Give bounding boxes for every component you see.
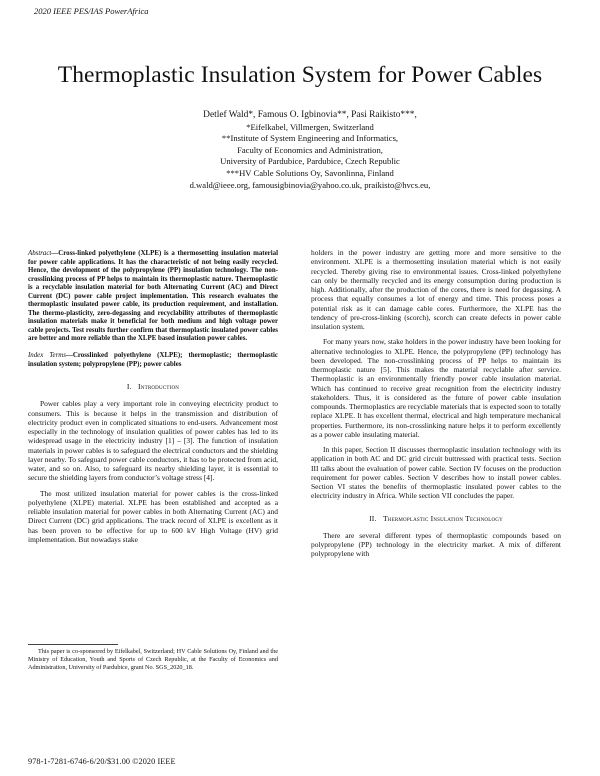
footnote-divider — [28, 644, 118, 645]
section-heading-thermoplastic — [311, 514, 561, 523]
conference-header: 2020 IEEE PES/IAS PowerAfrica — [34, 6, 149, 16]
author-names: Detlef Wald*, Famous O. Igbinovia**, Pasi Raikisto***, — [203, 110, 417, 120]
section2-paragraph-1: There are several different types of thermoplastic compounds based on polypropylene (PP) technology in the electricity market. A mix of different polypropylene with — [311, 530, 561, 559]
intro-paragraph-3: For many years now, stake holders in the power industry have been looking for alternative technologies to XLPE. Hence, the polypropylene (PP) technology has been developed. The non-crosslinking process of PP helps to maintain its thermoplastic nature [5]. This makes the material recyclable after service. Thermoplastic is an environmentally friendly power cable insulation material. Which has continued to receive great recognition from the electricity industry stakeholders. Thus, it is considered as the future of power cable insulation compounds. Thermoplastics are recyclable materials that is expected soon to totally replace XLPE. It has excellent thermal, electrical and high temperature mechanical properties. Furthermore, its non-crosslinking nature helps it to perform excellently as a power cable insulating material. — [311, 337, 561, 439]
affiliation-1: *Eifelkabel, Villmergen, Switzerland — [246, 121, 374, 132]
author-emails: d.wald@ieee.org, famousigbinovia@yahoo.co.uk, praikisto@hvcs.eu, — [189, 179, 431, 190]
index-terms — [28, 352, 278, 369]
section-title: Thermoplastic Insulation Technology — [382, 513, 503, 523]
abstract-lead: Abstract — [28, 250, 52, 257]
left-column — [28, 250, 278, 550]
affiliation-3: ***HV Cable Solutions Oy, Savonlinna, Finland — [226, 167, 394, 178]
footnote — [28, 648, 278, 672]
affiliation-2-university: University of Pardubice, Pardubice, Czech Republic — [220, 156, 400, 167]
author-block — [100, 110, 520, 191]
section-title: Introduction — [138, 382, 180, 392]
intro-paragraph-1: Power cables play a very important role in conveying electricity product to consumers. This is because it helps in the transmission and distribution of electricity product even in complicated situations to end-users. Advancement most especially in the technology of insulation qualities of power cables has led to its widespread usage in the electricity industry [1] – [3]. The function of insulation materials in power cables is to safeguard the electrical conductors and the shielding layer nearby. To safeguard power cable conductors, it has to be protected from acid, water, and so on. Also, to safeguard its nearby shielding layer, it is essential to secure the shielding layers from conductor’s voltage stress [4]. — [28, 399, 278, 483]
affiliation-2-institute: **Institute of System Engineering and Informatics, — [221, 133, 399, 144]
index-terms-lead: Index Terms — [28, 352, 66, 360]
section-number: I. — [126, 382, 132, 392]
abstract-text: —Cross-linked polyethylene (XLPE) is a thermosetting insulation material for power cable applications. It has the characteristic of not being easily recycled. Hence, the development of the polypropylene (PP) insulation technology. The non-crosslinking process of PP helps to maintain its thermoplastic nature. Thermoplastic is a recyclable insulation material for both Alternating Current (AC) and Direct Current (DC) power cable project implementation. This research evaluates the thermoplastic insulated power cable, its production requirement, and installation. The thermo-plasticity, zero-degassing and recyclability attributes of thermoplastic insulation materials make it beneficial for both medium and high voltage power cable projects. Test results further confirm that thermoplastic insulated power cables are better and more reliable than the XLPE based insulation power cables. — [28, 250, 278, 343]
abstract — [28, 250, 278, 344]
right-column — [311, 248, 561, 565]
footnote-text: This paper is co-sponsored by Eifelkabel, Switzerland; HV Cable Solutions Oy, Finland and the Ministry of Education, Youth and Sports of Czech Republic, at the Faculty of Economics and Administration, University of Pardubice, grant No. SGS_2020_18. — [28, 648, 278, 672]
intro-paragraph-2-cont: holders in the power industry are getting more and more sensitive to the environment. XLPE is a thermosetting insulation material which is not easily recycled. Thereby giving rise to environmental issues. Cross-linked polyethylene can only be thermally recycled and its energy consumption during production is high. Additionally, after the production of the cores, there is need for degassing. A process that equally consumes a lot of energy and time. This process poses a potential risk as it can damage cable cores. Furthermore, the XLPE has the tendency of pre-cross-linking (scorch), scorch can create defects in power cable insulation system. — [311, 248, 561, 331]
section-heading-introduction — [28, 382, 278, 391]
affiliation-2-faculty: Faculty of Economics and Administration, — [237, 144, 383, 155]
intro-paragraph-2: The most utilized insulation material for power cables is the cross-linked polyethylene (XLPE) material. XLPE has been established and accepted as a reliable insulation material for power cables in both Alternating Current (AC) and Direct Current (DC) grid applications. The track record of XLPE is excellent as it has been proven to be effective for up to 600 kV High Voltage (HV) grid implementation. But nowadays stake — [28, 488, 278, 544]
paper-title: Thermoplastic Insulation System for Power Cables — [57, 62, 543, 88]
intro-paragraph-4: In this paper, Section II discusses thermoplastic insulation technology with its application in both AC and DC grid circuit buttressed with practical tests. Section III talks about the evaluation of power cable. Section IV focuses on the production requirement for power cables. Section V describes how to install power cables. Section VI states the benefits of thermoplastic insulated power cables to the electricity industry in Africa. While section VII concludes the paper. — [311, 445, 561, 501]
isbn-copyright: 978-1-7281-6746-6/20/$31.00 ©2020 IEEE — [28, 757, 176, 766]
section-number: II. — [369, 513, 377, 523]
index-terms-text: —Crosslinked polyethylene (XLPE); thermoplastic; thermoplastic insulation system; polypropylene (PP); power cables — [28, 352, 278, 368]
